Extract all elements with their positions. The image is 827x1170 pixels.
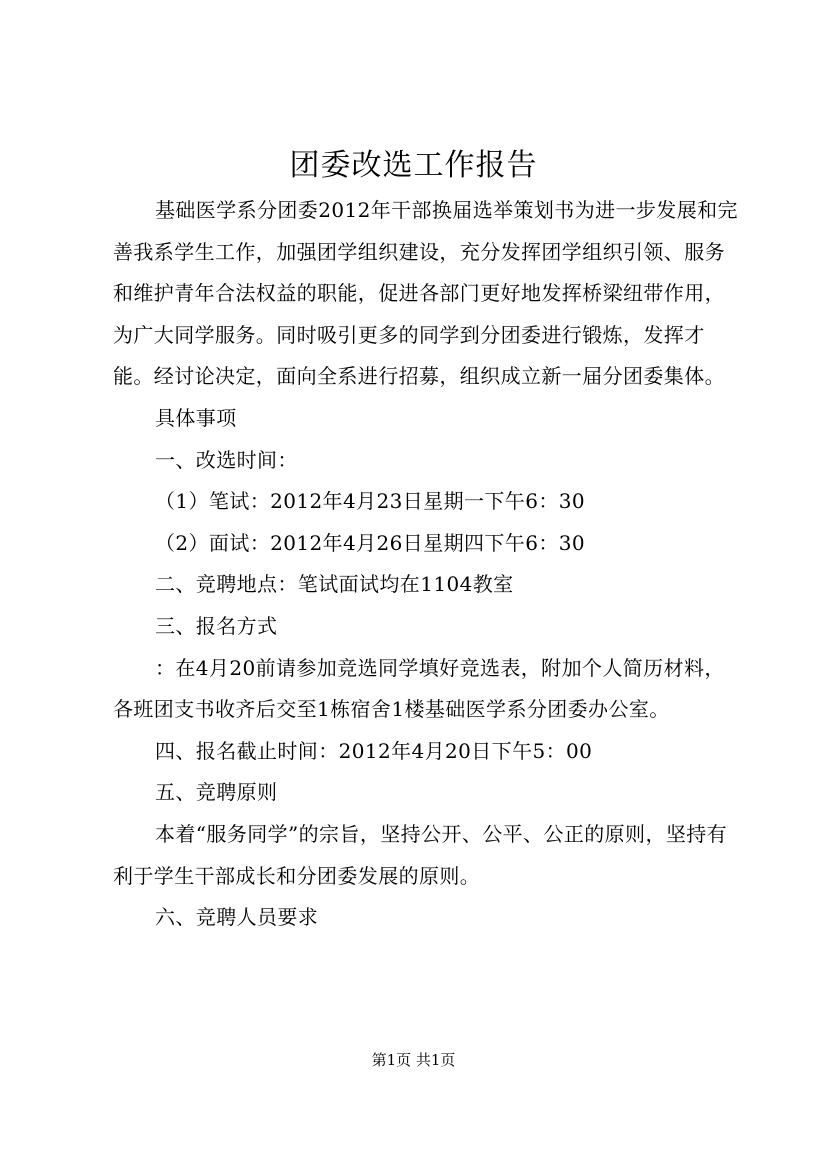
body-paragraph: 二、竞聘地点：笔试面试均在1104教室 (155, 572, 514, 597)
document-body (113, 190, 743, 939)
body-paragraph: （2）面试：2012年4月26日星期四下午6：30 (155, 530, 585, 555)
body-paragraph: 五、竞聘原则 (155, 780, 278, 805)
body-paragraph: 本着“服务同学”的宗旨，坚持公开、公平、公正的原则，坚持有利于学生干部成长和分团委发展的原则。 (113, 821, 728, 888)
body-paragraph: 三、报名方式 (155, 613, 278, 638)
body-paragraph: 六、竞聘人员要求 (155, 905, 319, 930)
page-footer: 第1页 共1页 (371, 1051, 456, 1069)
document-title: 团委改选工作报告 (289, 148, 538, 183)
body-paragraph: 具体事项 (155, 405, 237, 430)
body-paragraph: 四、报名截止时间：2012年4月20日下午5：00 (155, 738, 593, 763)
body-paragraph: 基础医学系分团委2012年干部换届选举策划书为进一步发展和完善我系学生工作，加强团学组织建设，充分发挥团学组织引领、服务和维护青年合法权益的职能，促进各部门更好地发挥桥梁纽带作用，为广大同学服务。同时吸引更多的同学到分团委进行锻炼，发挥才能。经讨论决定，面向全系进行招募，组织成立新一届分团委集体。 (113, 198, 738, 389)
body-paragraph: （1）笔试：2012年4月23日星期一下午6：30 (155, 489, 585, 514)
body-paragraph: ：在4月20前请参加竞选同学填好竞选表，附加个人简历材料，各班团支书收齐后交至1栋宿舍1楼基础医学系分团委办公室。 (113, 655, 725, 722)
body-paragraph: 一、改选时间： (155, 447, 298, 472)
